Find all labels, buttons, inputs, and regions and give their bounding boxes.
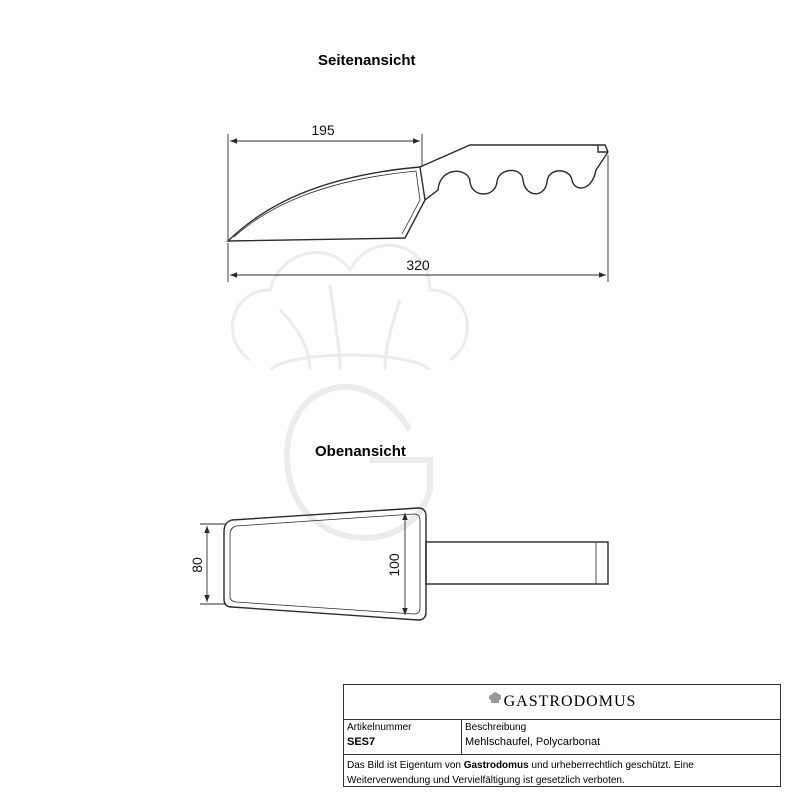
- dim-195-label: 195: [311, 122, 335, 138]
- article-number-value: SES7: [347, 736, 376, 748]
- dim-80-label: 80: [189, 557, 205, 573]
- dim-100-label: 100: [386, 553, 402, 577]
- copyright-note-part2: und urheberrechtlich geschützt. Eine Weiterverwendung und Vervielfältigung ist gesetzlich verboten.: [347, 760, 694, 786]
- dim-195: [228, 134, 422, 240]
- top-view-title: Obenansicht: [315, 443, 406, 460]
- brand-logo: [344, 685, 780, 720]
- dim-320-label: 320: [406, 257, 430, 273]
- description-label: Beschreibung: [465, 722, 527, 733]
- article-number-label: Artikelnummer: [347, 722, 412, 733]
- top-view-scoop: [224, 508, 608, 620]
- title-block: [343, 684, 781, 787]
- side-view-title: Seitenansicht: [318, 52, 416, 69]
- brand-name: GASTRODOMUS: [503, 693, 637, 710]
- copyright-note-part1: Das Bild ist Eigentum von: [347, 760, 464, 771]
- description-cell: [462, 719, 780, 754]
- copyright-note: [347, 758, 777, 788]
- article-number-cell: [344, 719, 462, 754]
- description-value: Mehlschaufel, Polycarbonat: [465, 736, 601, 748]
- side-view-scoop: [228, 145, 608, 241]
- copyright-brand: Gastrodomus: [463, 760, 529, 771]
- chef-hat-icon: [488, 691, 502, 705]
